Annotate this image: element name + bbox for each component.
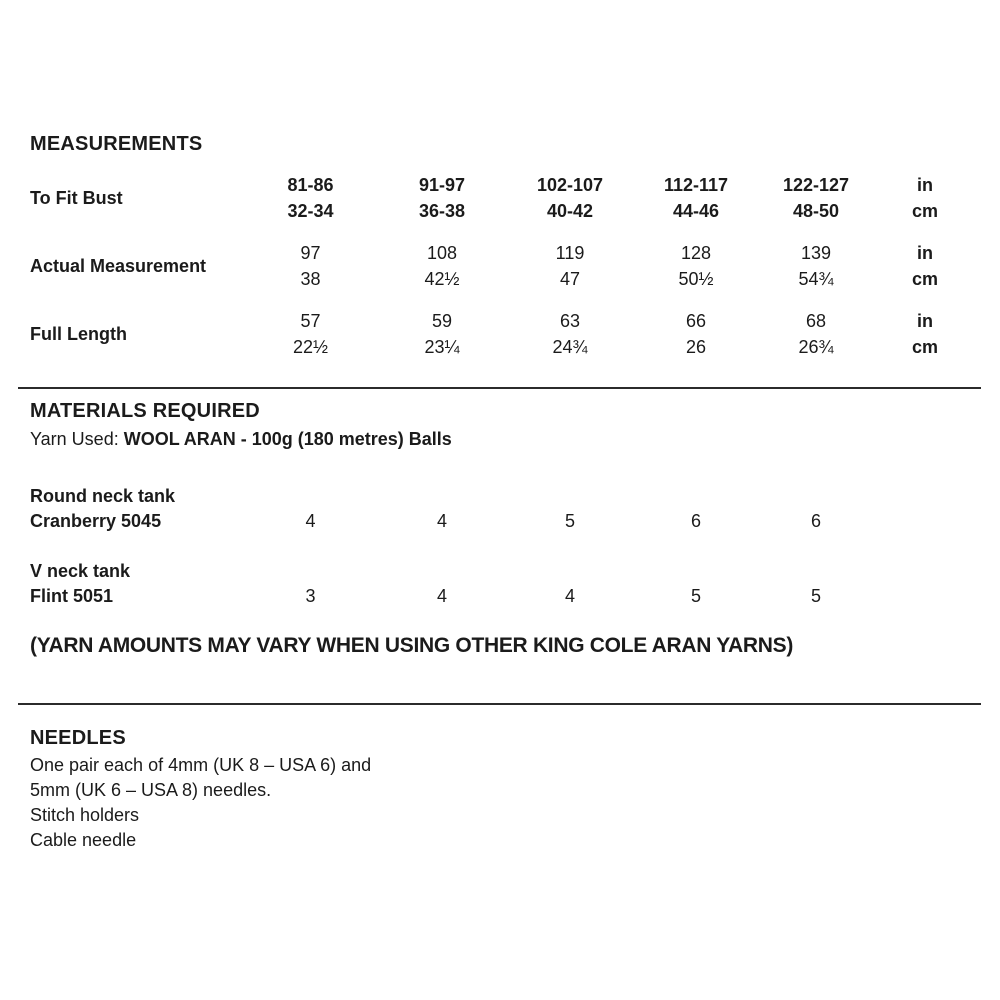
unit-in: in xyxy=(917,175,933,195)
size-cell xyxy=(377,172,507,224)
size-cell xyxy=(507,240,633,292)
value-top: 81-86 xyxy=(287,175,334,195)
unit-cell xyxy=(873,240,977,292)
yarn-used-label: Yarn Used: xyxy=(30,429,124,449)
value-bottom: 54¾ xyxy=(798,269,834,289)
balls-count: 4 xyxy=(305,511,316,531)
value-top: 66 xyxy=(685,311,707,331)
table-row-actual-measurement xyxy=(30,240,977,292)
yarn-shade: Cranberry 5045 xyxy=(30,511,162,531)
value-bottom: 47 xyxy=(559,269,581,289)
yarn-amounts-note: (YARN AMOUNTS MAY VARY WHEN USING OTHER KING COLE ARAN YARNS) xyxy=(30,634,794,657)
balls-count: 6 xyxy=(810,511,821,531)
yarn-shade: Flint 5051 xyxy=(30,586,114,606)
value-top: 128 xyxy=(680,243,712,263)
yarn-used-line xyxy=(30,426,977,452)
value-bottom: 26 xyxy=(685,337,707,357)
needles-line: Stitch holders xyxy=(30,805,140,825)
unit-cm: cm xyxy=(911,201,938,221)
unit-cm: cm xyxy=(911,337,938,357)
value-top: 112-117 xyxy=(663,175,729,195)
size-cell xyxy=(244,172,377,224)
size-cell xyxy=(377,240,507,292)
value-bottom: 42½ xyxy=(424,269,460,289)
yarn-row-v-neck xyxy=(30,559,977,609)
balls-count: 4 xyxy=(436,511,447,531)
size-cell xyxy=(244,240,377,292)
row-label: Actual Measurement xyxy=(30,256,207,276)
yarn-row-round-neck xyxy=(30,484,977,534)
yarn-used-value: WOOL ARAN - 100g (180 metres) Balls xyxy=(123,429,452,449)
value-bottom: 36-38 xyxy=(418,201,466,221)
value-bottom: 23¼ xyxy=(424,337,460,357)
value-top: 68 xyxy=(805,311,827,331)
balls-count: 5 xyxy=(690,586,701,606)
value-top: 139 xyxy=(800,243,832,263)
size-cell xyxy=(244,308,377,360)
yarn-style: Round neck tank xyxy=(30,486,176,506)
balls-count: 5 xyxy=(810,586,821,606)
size-cell xyxy=(759,308,873,360)
value-bottom: 50½ xyxy=(678,269,714,289)
value-top: 97 xyxy=(300,243,321,263)
value-top: 59 xyxy=(431,311,453,331)
measurements-table xyxy=(30,172,977,360)
value-top: 119 xyxy=(555,243,585,263)
row-label: Full Length xyxy=(30,324,127,344)
table-row-full-length xyxy=(30,308,977,360)
value-bottom: 38 xyxy=(300,269,321,289)
size-cell xyxy=(633,240,759,292)
value-top: 122-127 xyxy=(782,175,850,195)
size-cell xyxy=(633,172,759,224)
size-cell xyxy=(507,308,633,360)
section-divider xyxy=(18,387,981,389)
table-row-to-fit-bust xyxy=(30,172,977,224)
size-cell xyxy=(507,172,633,224)
value-bottom: 44-46 xyxy=(672,201,720,221)
value-top: 102-107 xyxy=(536,175,604,195)
value-bottom: 24¾ xyxy=(552,337,588,357)
size-cell xyxy=(633,308,759,360)
needles-line: One pair each of 4mm (UK 8 – USA 6) and xyxy=(30,755,372,775)
section-divider xyxy=(18,703,981,705)
unit-in: in xyxy=(917,243,933,263)
value-top: 57 xyxy=(300,311,321,331)
size-cell xyxy=(759,172,873,224)
size-cell xyxy=(377,308,507,360)
balls-count: 5 xyxy=(564,511,575,531)
row-label: To Fit Bust xyxy=(30,188,123,208)
balls-count: 3 xyxy=(305,586,316,606)
unit-cell xyxy=(873,308,977,360)
value-bottom: 22½ xyxy=(292,337,329,357)
unit-cell xyxy=(873,172,977,224)
balls-count: 6 xyxy=(690,511,701,531)
needles-title: NEEDLES xyxy=(30,727,126,749)
value-top: 63 xyxy=(559,311,581,331)
yarn-style: V neck tank xyxy=(30,561,131,581)
needles-details xyxy=(30,753,977,853)
value-top: 108 xyxy=(426,243,458,263)
balls-count: 4 xyxy=(436,586,447,606)
value-bottom: 48-50 xyxy=(792,201,840,221)
size-cell xyxy=(759,240,873,292)
unit-cm: cm xyxy=(911,269,938,289)
value-bottom: 40-42 xyxy=(546,201,594,221)
needles-line: 5mm (UK 6 – USA 8) needles. xyxy=(30,780,272,800)
yarn-label xyxy=(30,484,244,534)
unit-in: in xyxy=(917,311,933,331)
materials-title: MATERIALS REQUIRED xyxy=(30,400,260,422)
value-top: 91-97 xyxy=(418,175,466,195)
value-bottom: 26¾ xyxy=(798,337,834,357)
measurements-title: MEASUREMENTS xyxy=(30,133,203,155)
yarn-label xyxy=(30,559,244,609)
needles-line: Cable needle xyxy=(30,830,137,850)
value-bottom: 32-34 xyxy=(287,201,334,221)
balls-count: 4 xyxy=(564,586,575,606)
